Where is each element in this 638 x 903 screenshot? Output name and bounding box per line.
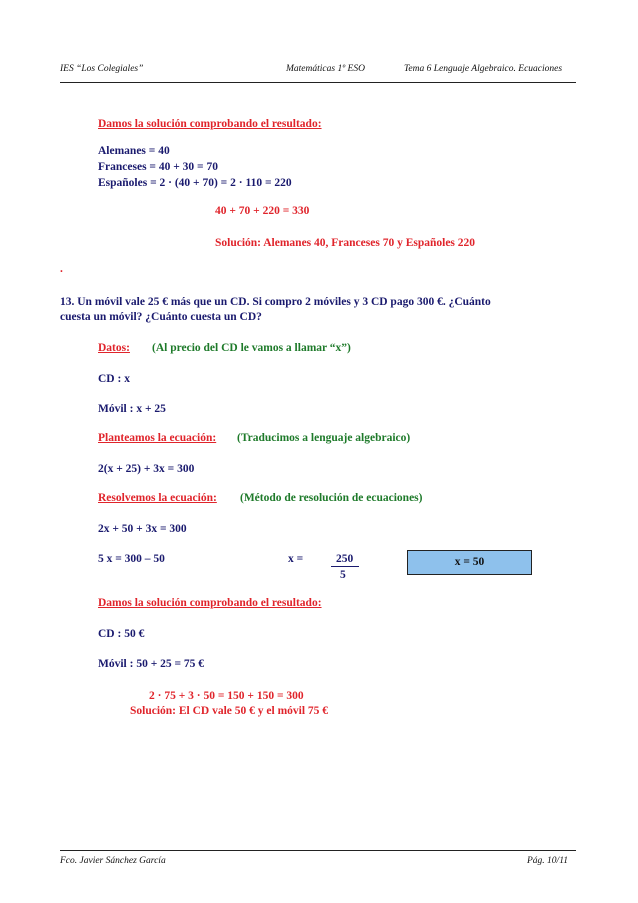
header-left: IES “Los Colegiales” [60, 64, 144, 74]
header-rule [60, 82, 576, 83]
franceses-line: Franceses = 40 + 30 = 70 [98, 161, 218, 173]
espanoles-line: Españoles = 2 · (40 + 70) = 2 · 110 = 220 [98, 177, 292, 189]
header-center: Matemáticas 1º ESO [286, 64, 365, 74]
verification-line: 2 · 75 + 3 · 50 = 150 + 150 = 300 [149, 690, 304, 702]
footer-author: Fco. Javier Sánchez García [60, 856, 166, 866]
solution-line-2: Solución: El CD vale 50 € y el móvil 75 € [130, 705, 329, 717]
footer-rule [60, 850, 576, 851]
equation-line: 2(x + 25) + 3x = 300 [98, 463, 195, 475]
fraction-numerator: 250 [336, 553, 354, 565]
problem-statement-line1: 13. Un móvil vale 25 € más que un CD. Si compro 2 móviles y 3 CD pago 300 €. ¿Cuánto [60, 296, 491, 308]
sum-check-line: 40 + 70 + 220 = 330 [215, 205, 310, 217]
movil-definition: Móvil : x + 25 [98, 403, 166, 415]
problem-statement-line2: cuesta un móvil? ¿Cuánto cuesta un CD? [60, 311, 262, 323]
resolvemos-note: (Método de resolución de ecuaciones) [240, 492, 423, 504]
result-box: x = 50 [407, 550, 532, 575]
cd-value-line: CD : 50 € [98, 628, 145, 640]
separator-dot: . [60, 263, 63, 275]
x-equals: x = [288, 553, 304, 565]
alemanes-line: Alemanes = 40 [98, 145, 170, 157]
resolvemos-label: Resolvemos la ecuación: [98, 492, 217, 504]
cd-definition: CD : x [98, 373, 130, 385]
footer-page-number: Pág. 10/11 [527, 856, 568, 866]
planteamos-note: (Traducimos a lenguaje algebraico) [237, 432, 411, 444]
header-right: Tema 6 Lenguaje Algebraico. Ecuaciones [404, 64, 563, 74]
fraction-bar [331, 566, 359, 567]
movil-value-line: Móvil : 50 + 25 = 75 € [98, 658, 205, 670]
fraction-denominator: 5 [340, 569, 346, 581]
datos-note: (Al precio del CD le vamos a llamar “x”) [152, 342, 351, 354]
solution-line-1: Solución: Alemanes 40, Franceses 70 y Españoles 220 [215, 237, 476, 249]
check-heading-2: Damos la solución comprobando el resultado: [98, 597, 322, 609]
step1-line: 2x + 50 + 3x = 300 [98, 523, 187, 535]
datos-label: Datos: [98, 342, 130, 354]
planteamos-label: Planteamos la ecuación: [98, 432, 217, 444]
check-heading-1: Damos la solución comprobando el resultado: [98, 118, 322, 130]
step2-line: 5 x = 300 – 50 [98, 553, 165, 565]
